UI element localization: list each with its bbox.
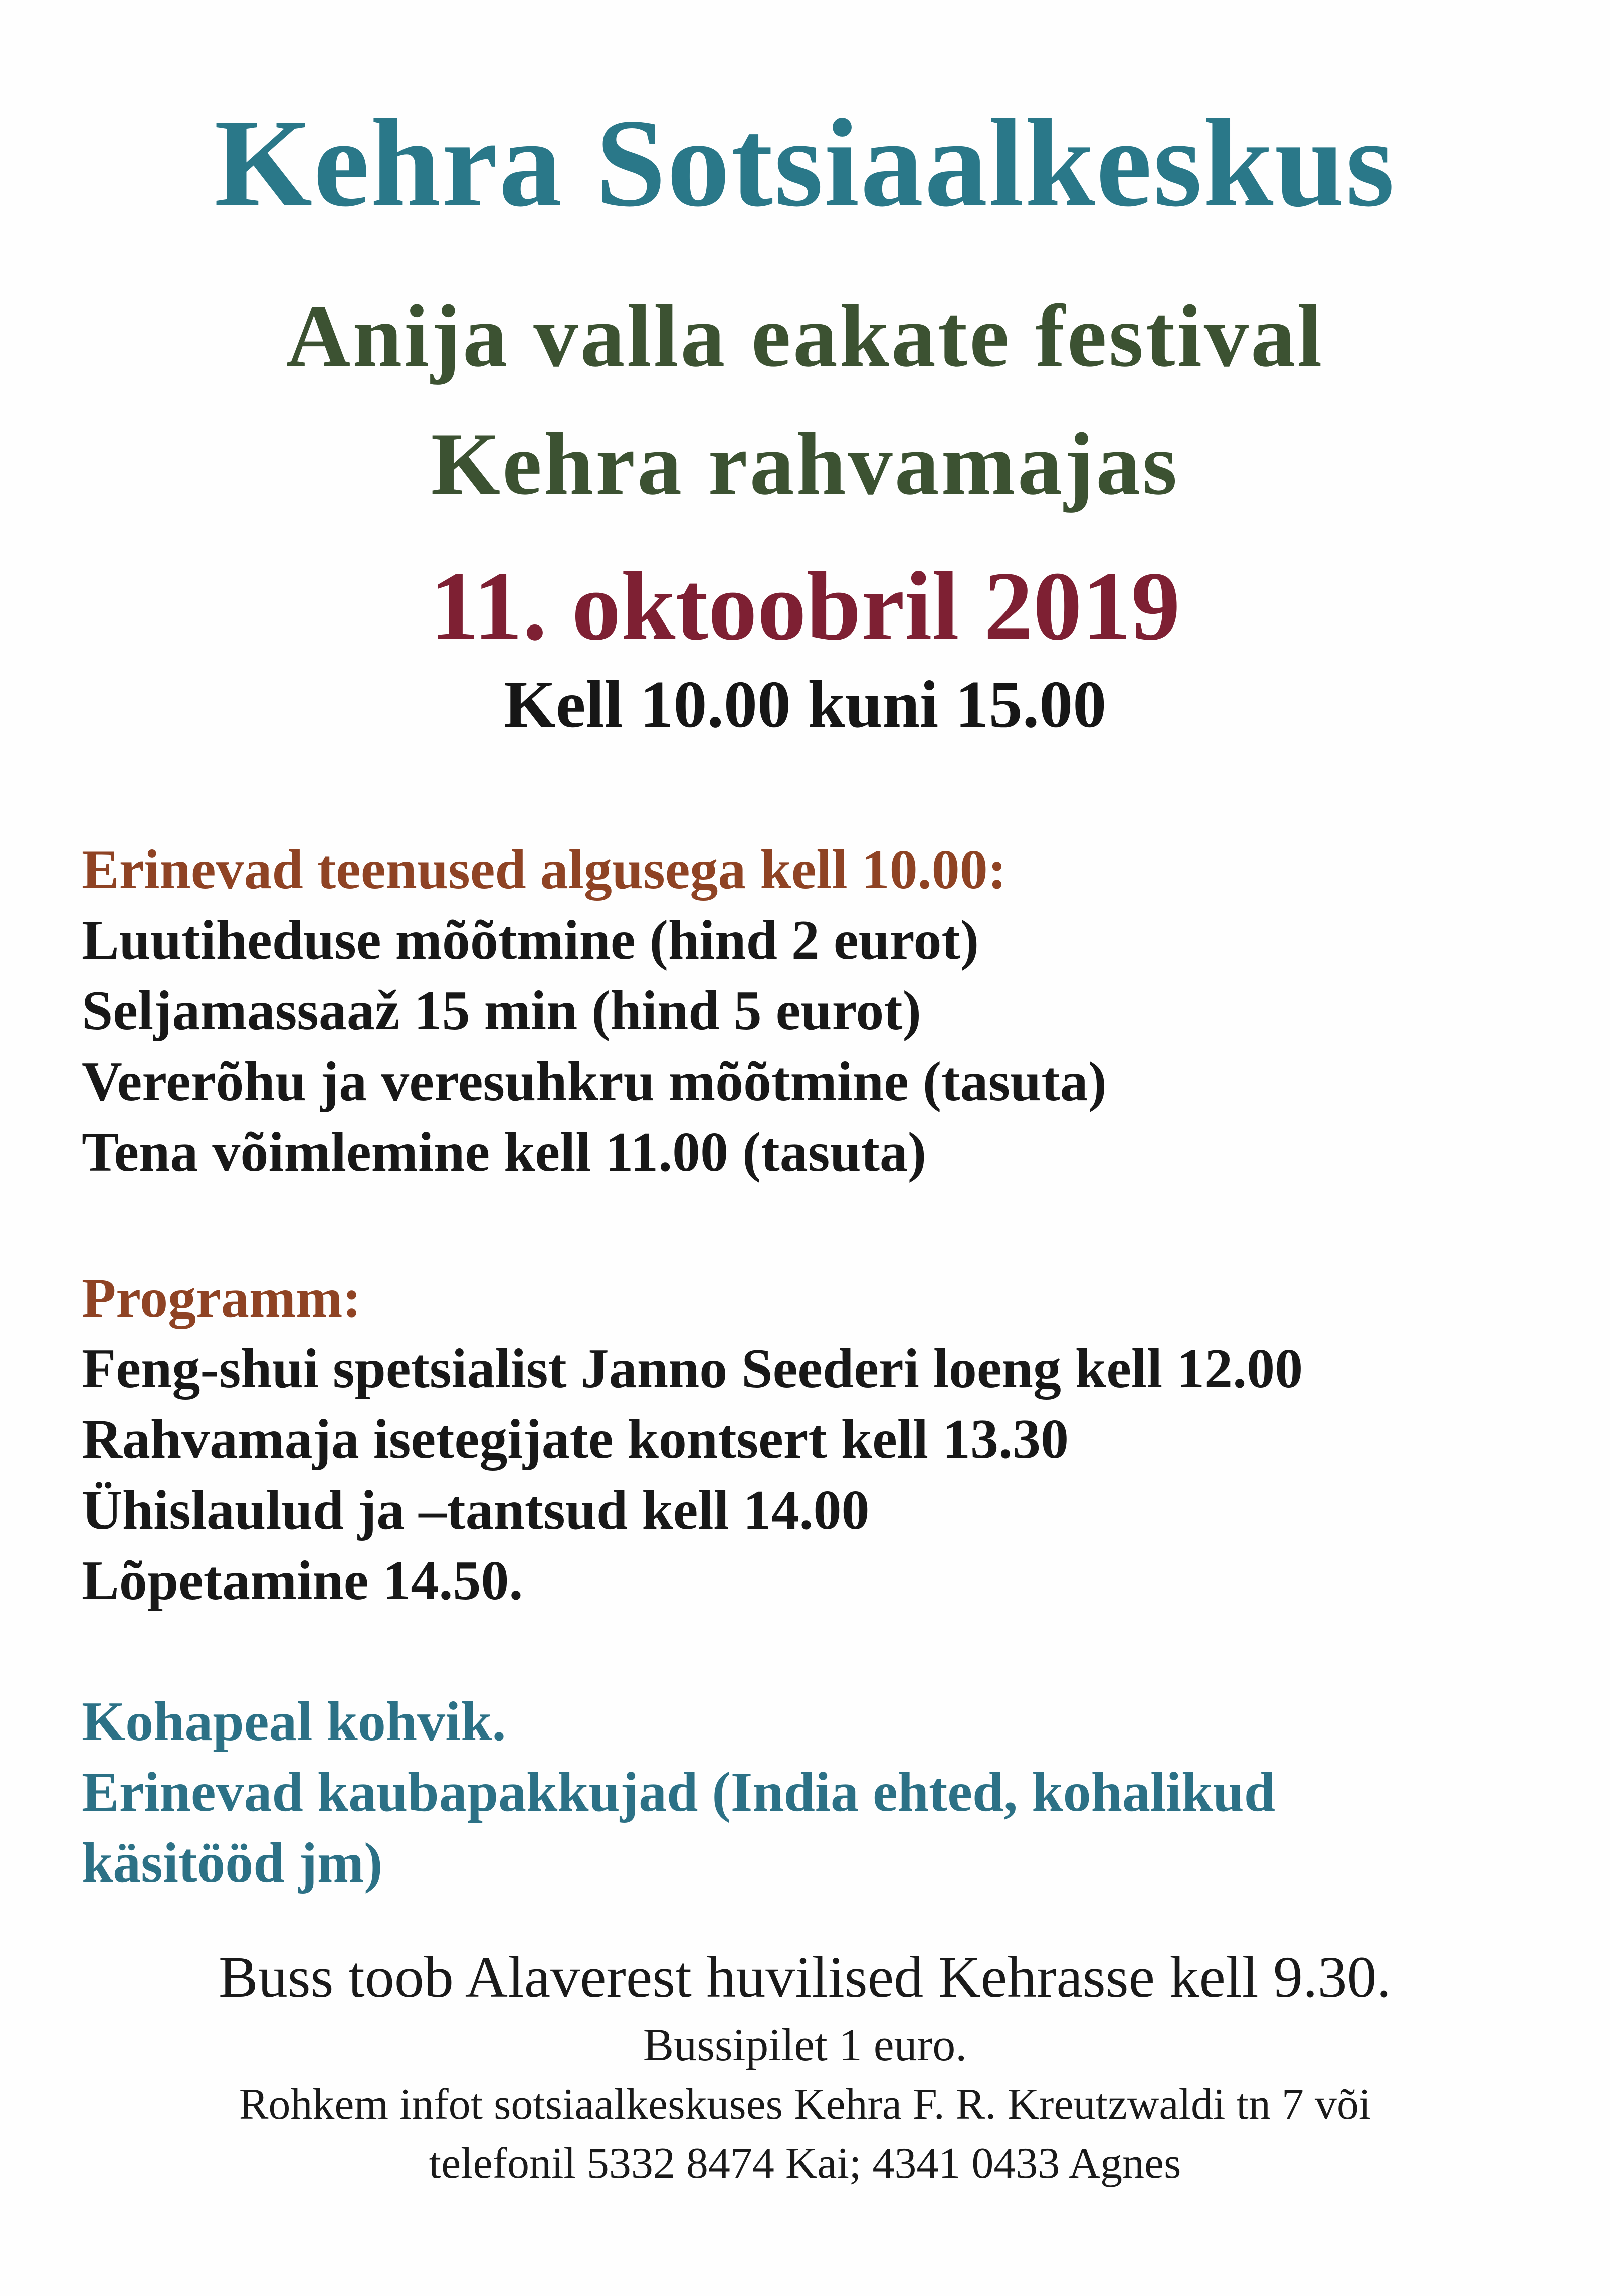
services-heading: Erinevad teenused algusega kell 10.00: xyxy=(82,839,1007,901)
program-section xyxy=(82,1263,1565,1616)
extras-line: Kohapeal kohvik. xyxy=(82,1691,506,1753)
service-item: Luutiheduse mõõtmine (hind 2 eurot) xyxy=(82,909,979,971)
contact-address: Rohkem infot sotsiaalkeskuses Kehra F. R. Kreutzwaldi tn 7 või xyxy=(239,2080,1371,2129)
festival-venue: Kehra rahvamajas xyxy=(431,414,1179,513)
service-item: Vererõhu ja veresuhkru mõõtmine (tasuta) xyxy=(82,1051,1107,1113)
program-item: Feng-shui spetsialist Janno Seederi loeng kell 12.00 xyxy=(82,1338,1303,1400)
event-time: Kell 10.00 kuni 15.00 xyxy=(503,667,1107,741)
festival-name: Anija valla eakate festival xyxy=(286,286,1324,385)
service-item: Tena võimlemine kell 11.00 (tasuta) xyxy=(82,1121,927,1183)
extras-line: käsitööd jm) xyxy=(82,1832,383,1894)
ticket-info: Bussipilet 1 euro. xyxy=(643,2019,967,2070)
event-date: 11. oktoobril 2019 xyxy=(430,552,1180,661)
contact-phones: telefonil 5332 8474 Kai; 4341 0433 Agnes xyxy=(429,2139,1181,2188)
program-item: Ühislaulud ja –tantsud kell 14.00 xyxy=(82,1479,870,1541)
services-section xyxy=(82,834,1565,1188)
program-item: Rahvamaja isetegijate kontsert kell 13.30 xyxy=(82,1408,1069,1471)
program-heading: Programm: xyxy=(82,1267,361,1329)
extras-line: Erinevad kaubapakkujad (India ehted, kohalikud xyxy=(82,1761,1275,1823)
service-item: Seljamassaaž 15 min (hind 5 eurot) xyxy=(82,980,921,1042)
extras-section xyxy=(82,1687,1565,1899)
poster-title: Kehra Sotsiaalkeskus xyxy=(214,93,1396,233)
program-item: Lõpetamine 14.50. xyxy=(82,1550,523,1612)
bus-info: Buss toob Alaverest huvilised Kehrasse kell 9.30. xyxy=(218,1944,1391,2010)
